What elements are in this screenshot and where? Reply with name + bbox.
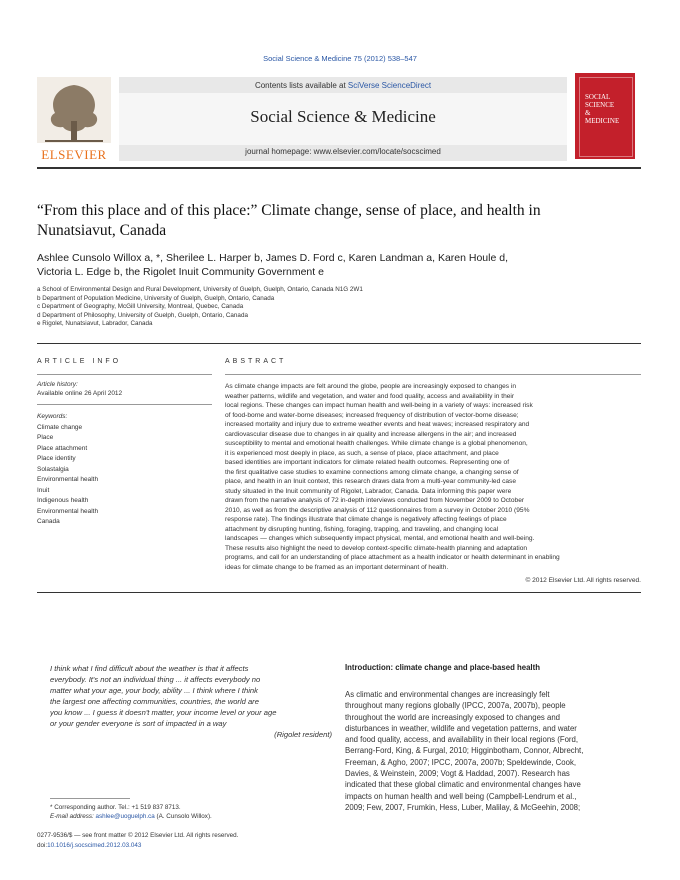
sciencedirect-link[interactable]: SciVerse ScienceDirect [347, 81, 432, 90]
article-authors [37, 251, 641, 279]
abstract-line: 2010, as well as from the descriptive analysis of 112 questionnaires from a survey in October 2010 (95% [225, 506, 530, 514]
affiliation-a: a School of Environmental Design and Rural Development, University of Guelph, Guelph, Ontario, Canada N1G 2W1 [37, 286, 363, 293]
abstract-line: study situated in the Inuit community of Rigolet, Labrador, Canada. Data informing this paper were [225, 487, 512, 495]
abstract-heading: ABSTRACT [225, 358, 287, 365]
epigraph-line: or your gender everyone is sort of impacted in a way [50, 719, 227, 729]
affiliation-b: b Department of Population Medicine, University of Guelph, Guelph, Ontario, Canada [37, 294, 275, 302]
footnote-rule [50, 798, 130, 799]
intro-line: disturbances in weather, wildlife and vegetation patterns, and water [345, 723, 577, 733]
intro-line: impacts on human health and well being (Campbell-Lendrum et al., [345, 791, 577, 801]
keywords-label: Keywords: [37, 413, 68, 420]
email-label: E-mail address: [50, 813, 96, 820]
footnote [50, 803, 332, 821]
abstract-body [225, 382, 641, 572]
affiliations-rule [37, 343, 641, 344]
history-label: Article history: [37, 381, 78, 388]
article-title-line-2: Nunatsiavut, Canada [37, 222, 167, 239]
intro-line: Freeman, & Agho, 2007; IPCC, 2007a, 2007b; Speldewinde, Cook, [345, 757, 577, 767]
contents-line [119, 81, 567, 90]
abstract-line: ideas for climate change to be framed as an important determinant of health. [225, 563, 449, 571]
epigraph-line: matter what your age, your body, ability ... I think where I think [50, 686, 258, 696]
journal-band [119, 77, 567, 161]
article-info-heading: ARTICLE INFO [37, 358, 122, 365]
keyword-item: Place identity [37, 455, 76, 462]
journal-homepage[interactable]: journal homepage: www.elsevier.com/locate/socscimed [245, 147, 441, 156]
masthead-rule [37, 167, 641, 169]
abstract-line: landscapes — changes which subsequently impact physical, mental, and emotional health and well-being. [225, 535, 535, 542]
journal-title: Social Science & Medicine [250, 107, 436, 126]
epigraph-line: the largest one affecting communities, countries, the world are [50, 697, 259, 707]
abstract-line: local regions. These changes can impact human health and well-being in a variety of ways: increased risk [225, 402, 533, 409]
history-rule [37, 404, 212, 405]
abstract-line: increased mortality and injury due to extreme weather events and heat waves; increased respiratory and [225, 421, 530, 428]
intro-line: Berrang-Ford, King, & Furgal, 2010; Higginbotham, Connor, Albrecht, [345, 746, 584, 756]
epigraph [50, 663, 332, 730]
abstract-line: cardiovascular disease due to changes in air quality and increase allergens in the air; and increased [225, 430, 517, 438]
contents-prefix: Contents lists available at [254, 81, 348, 90]
epigraph-line: you know ... I guess it doesn't matter, your income level or your age [50, 708, 277, 718]
abstract-line: based identities are important indicators for climate related health outcomes. Representing one of [225, 459, 510, 466]
email-suffix: (A. Cunsolo Willox). [154, 813, 212, 820]
abstract-line: of food-borne and water-borne diseases; increased frequency of distribution of vector-borne disease; [225, 411, 519, 419]
abstract-line: As climate change impacts are felt around the globe, people are increasingly exposed to changes in [225, 383, 517, 390]
elsevier-tree-icon [37, 77, 111, 143]
elsevier-wordmark: ELSEVIER [41, 147, 107, 162]
cover-text-1: SOCIAL [585, 93, 611, 101]
abstract-line: place, and health in an Inuit context, this research draws data from a multi-year community-led case [225, 478, 516, 485]
affiliation-d: d Department of Philosophy, University of Guelph, Guelph, Ontario, Canada [37, 311, 248, 319]
epigraph-line: everybody. It's not an individual thing ... it affects everybody no [50, 675, 261, 685]
abstract-copyright: © 2012 Elsevier Ltd. All rights reserved. [525, 577, 641, 584]
intro-line: and food quality, access, and availability in their local regions (Ford, [345, 735, 579, 745]
elsevier-logo [37, 77, 111, 161]
intro-heading: Introduction: climate change and place-based health [345, 663, 540, 672]
authors-line-1: Ashlee Cunsolo Willox a, *, Sherilee L. Harper b, James D. Ford c, Karen Landman a, Karen Houle d, [37, 252, 508, 264]
email-line [50, 812, 332, 821]
abstract-line: the first qualitative case studies to examine connections among climate change, a changing sense of [225, 468, 519, 476]
abstract-bottom-rule [37, 592, 641, 593]
keyword-item: Solastalgia [37, 465, 69, 473]
affiliation-c: c Department of Geography, McGill University, Montreal, Quebec, Canada [37, 303, 244, 311]
issn-line: 0277-9536/$ — see front matter © 2012 Elsevier Ltd. All rights reserved. [37, 832, 239, 839]
keyword-item: Environmental health [37, 476, 99, 483]
doi-prefix: doi: [37, 842, 48, 849]
abstract-line: weather patterns, wildlife and vegetation, and water and food quality, access and availability in their [225, 392, 515, 400]
intro-body [345, 689, 641, 813]
keyword-item: Place [37, 434, 54, 441]
abstract-line: drawn from the narrative analysis of 72 in-depth interviews conducted from November 2009 to October [225, 497, 525, 504]
abstract-line: programs, and call for an understanding of place attachment as a health indicator or health determinant in enabling [225, 554, 560, 561]
keyword-item: Environmental health [37, 507, 99, 515]
corresponding-author-note: * Corresponding author. Tel.: +1 519 837 8713. [50, 804, 181, 811]
article-history [37, 380, 212, 398]
epigraph-line: I think what I find difficult about the weather is that it affects [50, 664, 249, 673]
keyword-item: Canada [37, 518, 60, 525]
keywords-block [37, 412, 212, 528]
intro-line: throughout many regions globally (IPCC, 2007a, 2007b), people [345, 701, 566, 711]
authors-line-2: Victoria L. Edge b, the Rigolet Inuit Community Government e [37, 266, 324, 278]
abstract-line: response rate). The findings illustrate that climate change is negatively affecting feelings of place [225, 516, 507, 523]
cover-text-4: MEDICINE [585, 117, 620, 125]
doi-line [37, 842, 437, 849]
intro-line: throughout the world are increasingly exposed to changes and [345, 712, 560, 722]
journal-citation[interactable]: Social Science & Medicine 75 (2012) 538–547 [263, 54, 417, 63]
abstract-line: These results also highlight the need to develop context-specific climate-health planning and adaptation [225, 544, 528, 552]
keyword-item: Inuit [37, 486, 50, 494]
history-value: Available online 26 April 2012 [37, 390, 123, 397]
affiliations [37, 286, 641, 329]
email-link[interactable]: ashlee@uoguelph.ca [95, 813, 155, 820]
article-info-rule [37, 374, 212, 375]
cover-text-2: SCIENCE [585, 101, 615, 109]
abstract-line: susceptibility to mental and emotional health challenges. While climate change is a global phenomenon, [225, 440, 528, 447]
abstract-line: it is experienced most deeply in place, as such, a sense of place, place attachment, and place [225, 449, 499, 457]
keyword-item: Indigenous health [37, 497, 89, 504]
intro-line: As climatic and environmental changes are increasingly felt [345, 690, 550, 699]
doi-link[interactable]: 10.1016/j.socscimed.2012.03.043 [47, 842, 142, 849]
affiliation-e: e Rigolet, Nunatsiavut, Labrador, Canada [37, 320, 153, 328]
intro-line: indicated that these global climatic and environmental changes have [345, 780, 581, 790]
keyword-item: Climate change [37, 423, 83, 431]
masthead [37, 71, 641, 163]
journal-cover [575, 73, 635, 159]
abstract-rule [225, 374, 641, 375]
cover-text-3: & [585, 109, 591, 117]
keyword-item: Place attachment [37, 444, 88, 452]
intro-line: 2009; Few, 2007, Frumkin, Hess, Luber, Malilay, & McGeehin, 2008; [345, 802, 581, 812]
abstract-line: attachment by disrupting hunting, fishing, foraging, trapping, and traveling, and changing local [225, 525, 499, 533]
article-title [37, 201, 641, 241]
intro-line: Davies, & Weinstein, 2009; Vogt & Haddad, 2007). Research has [345, 769, 570, 779]
epigraph-attribution: (Rigolet resident) [274, 730, 332, 739]
article-title-line-1: “From this place and of this place:” Climate change, sense of place, and health in [37, 202, 541, 219]
